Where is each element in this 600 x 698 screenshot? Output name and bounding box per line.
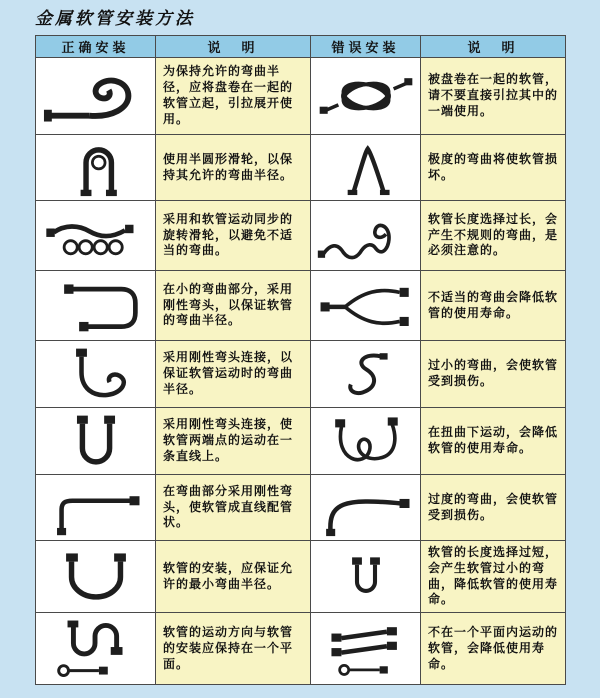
table-row bbox=[36, 135, 566, 201]
table-row bbox=[36, 58, 566, 135]
wrong-illustration-cell bbox=[311, 475, 421, 541]
wrong-illustration-cell bbox=[311, 341, 421, 408]
too-short-narrow-u-hose-icon bbox=[321, 549, 411, 605]
correct-illustration-cell bbox=[36, 541, 156, 613]
hose-improper-fan-bend-icon bbox=[316, 276, 416, 336]
correct-illustration-cell bbox=[36, 475, 156, 541]
wrong-note: 极度的弯曲将使软管损坏。 bbox=[421, 135, 566, 201]
correct-illustration-cell bbox=[36, 135, 156, 201]
page-title: 金属软管安装方法 bbox=[35, 9, 195, 29]
wrong-note: 在扭曲下运动，会降低软管的使用寿命。 bbox=[421, 408, 566, 475]
hose-trap-in-one-plane-icon bbox=[42, 617, 150, 681]
correct-illustration-cell bbox=[36, 201, 156, 271]
twisted-u-hose-icon bbox=[316, 412, 416, 470]
wrong-illustration-cell bbox=[311, 58, 421, 135]
wrong-note: 不在一个平面内运动的软管，会降低使用寿命。 bbox=[421, 613, 566, 685]
hose-moving-out-of-plane-icon bbox=[316, 617, 416, 681]
straight-hose-with-elbow-icon bbox=[42, 479, 150, 537]
u-hose-with-rigid-elbows-icon bbox=[46, 412, 146, 470]
wrong-illustration-cell bbox=[311, 541, 421, 613]
overlong-meandering-hose-icon bbox=[316, 206, 416, 266]
wrong-note: 不适当的弯曲会降低软管的使用寿命。 bbox=[421, 271, 566, 341]
wrong-illustration-cell bbox=[311, 201, 421, 271]
correct-illustration-cell bbox=[36, 613, 156, 685]
wrong-note: 过度的弯曲，会使软管受到损伤。 bbox=[421, 475, 566, 541]
correct-note: 在小的弯曲部分，采用刚性弯头，以保证软管的弯曲半径。 bbox=[156, 271, 311, 341]
wrong-note: 被盘卷在一起的软管，请不要直接引拉其中的一端使用。 bbox=[421, 58, 566, 135]
correct-note: 为保持允许的弯曲半径，应将盘卷在一起的软管立起，引拉展开使用。 bbox=[156, 58, 311, 135]
wrong-illustration-cell bbox=[311, 135, 421, 201]
header-correct-note: 说 明 bbox=[156, 36, 311, 58]
hose-over-semicircular-pulley-icon bbox=[46, 139, 146, 197]
correct-note: 软管的运动方向与软管的安装应保持在一个平面。 bbox=[156, 613, 311, 685]
coiled-hose-bundle-icon bbox=[317, 66, 415, 126]
correct-illustration-cell bbox=[36, 271, 156, 341]
correct-note: 采用和软管运动同步的旋转滑轮，以避免不适当的弯曲。 bbox=[156, 201, 311, 271]
hose-on-rotating-rollers-icon bbox=[42, 206, 150, 266]
installation-table bbox=[35, 35, 566, 685]
hose-loop-with-rigid-elbows-icon bbox=[42, 276, 150, 336]
table-row bbox=[36, 475, 566, 541]
correct-illustration-cell bbox=[36, 408, 156, 475]
correct-note: 使用半圆形滑轮，以保持其允许的弯曲半径。 bbox=[156, 135, 311, 201]
correct-illustration-cell bbox=[36, 58, 156, 135]
table-row bbox=[36, 541, 566, 613]
correct-illustration-cell bbox=[36, 341, 156, 408]
hose-too-small-s-bend-icon bbox=[322, 345, 410, 403]
correct-note: 采用刚性弯头连接，使软管两端点的运动在一条直线上。 bbox=[156, 408, 311, 475]
uncoiled-hose-spiral-icon bbox=[42, 64, 150, 128]
header-row bbox=[36, 36, 566, 58]
wide-u-hose-icon bbox=[44, 548, 148, 606]
header-wrong-note: 说 明 bbox=[421, 36, 566, 58]
table-row bbox=[36, 271, 566, 341]
wrong-illustration-cell bbox=[311, 613, 421, 685]
wrong-note: 过小的弯曲，会使软管受到损伤。 bbox=[421, 341, 566, 408]
header-wrong-install: 错误安装 bbox=[311, 36, 421, 58]
correct-note: 软管的安装，应保证允许的最小弯曲半径。 bbox=[156, 541, 311, 613]
wrong-note: 软管的长度选择过短，会产生软管过小的弯曲，降低软管的使用寿命。 bbox=[421, 541, 566, 613]
wrong-note: 软管长度选择过长，会产生不规则的弯曲，是必须注意的。 bbox=[421, 201, 566, 271]
wrong-illustration-cell bbox=[311, 271, 421, 341]
table-row bbox=[36, 201, 566, 271]
header-correct-install: 正确安装 bbox=[36, 36, 156, 58]
sharply-bent-hose-icon bbox=[318, 139, 414, 197]
wrong-illustration-cell bbox=[311, 408, 421, 475]
table-row bbox=[36, 613, 566, 685]
correct-note: 采用刚性弯头连接，以保证软管运动时的弯曲半径。 bbox=[156, 341, 311, 408]
correct-note: 在弯曲部分采用刚性弯头，使软管成直线配管状。 bbox=[156, 475, 311, 541]
table-row bbox=[36, 408, 566, 475]
hose-hook-with-rigid-elbow-icon bbox=[44, 345, 148, 403]
table-row bbox=[36, 341, 566, 408]
overbent-corner-hose-icon bbox=[316, 479, 416, 537]
